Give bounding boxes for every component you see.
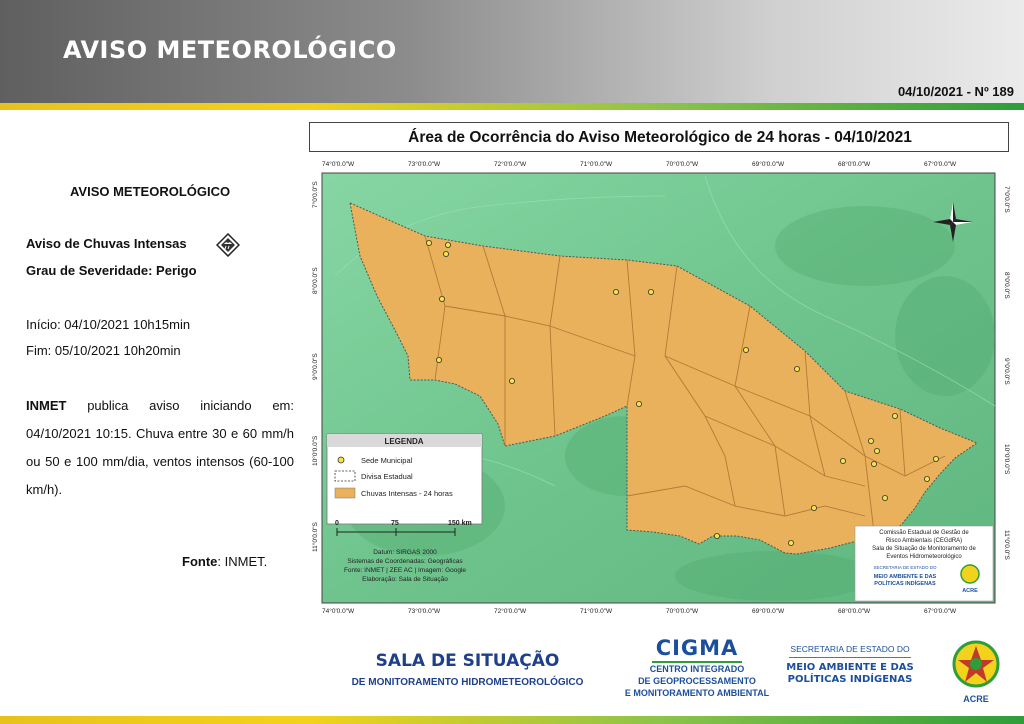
svg-text:Fonte: INMET | ZEE AC | Imagem: Fonte: INMET | ZEE AC | Imagem: Google	[343, 567, 467, 574]
svg-text:67°0'0.0"W: 67°0'0.0"W	[924, 608, 957, 615]
severity-level: Grau de Severidade: Perigo	[26, 263, 197, 278]
legend-item-alert: Chuvas Intensas - 24 horas	[361, 489, 453, 498]
legend-seat-symbol	[338, 457, 344, 463]
map-title: Área de Ocorrência do Aviso Meteorológico de 24 horas - 04/10/2021	[408, 129, 912, 146]
svg-text:71°0'0.0"W: 71°0'0.0"W	[580, 161, 613, 168]
legend-title: LEGENDA	[384, 437, 424, 446]
svg-text:ACRE: ACRE	[962, 588, 978, 594]
acre-coat-of-arms-logo	[948, 636, 1004, 708]
svg-text:8°0'0.0"S: 8°0'0.0"S	[312, 267, 319, 294]
sala-line2: DE MONITORAMENTO HIDROMETEOROLÓGICO	[351, 677, 584, 688]
bulletin-date-number: 04/10/2021 - Nº 189	[897, 84, 1014, 99]
start-time: Início: 04/10/2021 10h15min	[26, 317, 191, 332]
cigma-title: CIGMA	[655, 636, 739, 660]
svg-text:68°0'0.0"W: 68°0'0.0"W	[838, 608, 871, 615]
svg-text:Datum: SIRGAS 2000: Datum: SIRGAS 2000	[373, 549, 437, 556]
svg-text:11°0'0.0"S: 11°0'0.0"S	[312, 522, 319, 552]
svg-text:10°0'0.0"S: 10°0'0.0"S	[1003, 444, 1010, 475]
svg-text:74°0'0.0"W: 74°0'0.0"W	[322, 608, 355, 615]
sema-name	[785, 662, 915, 686]
svg-text:11°0'0.0"S: 11°0'0.0"S	[1003, 530, 1010, 560]
alert-type: Aviso de Chuvas Intensas	[26, 236, 187, 251]
svg-text:68°0'0.0"W: 68°0'0.0"W	[838, 161, 871, 168]
credits-box	[855, 526, 993, 601]
svg-text:Risco Ambientais (CEGdRA): Risco Ambientais (CEGdRA)	[885, 538, 963, 544]
cigma-line-3: E MONITORAMENTO AMBIENTAL	[624, 688, 770, 698]
svg-text:70°0'0.0"W: 70°0'0.0"W	[666, 161, 699, 168]
description-text: publica aviso iniciando em: 04/10/2021 10:15. Chuva entre 30 e 60 mm/h ou 50 e 100 mm/dia, ventos intensos (60-100 km/h).	[26, 398, 294, 497]
sala-de-situacao-logo	[345, 651, 590, 701]
svg-text:69°0'0.0"W: 69°0'0.0"W	[752, 161, 785, 168]
svg-text:8°0'0.0"S: 8°0'0.0"S	[1003, 272, 1010, 299]
svg-text:MEIO AMBIENTE E DAS: MEIO AMBIENTE E DAS	[873, 574, 937, 580]
svg-text:Eventos Hidrometeorológico: Eventos Hidrometeorológico	[886, 554, 962, 560]
svg-text:72°0'0.0"W: 72°0'0.0"W	[494, 608, 527, 615]
svg-text:SECRETARIA DE ESTADO DO: SECRETARIA DE ESTADO DO	[873, 565, 937, 570]
source-line	[182, 554, 267, 569]
legend-border-symbol	[335, 471, 355, 481]
panel-title: AVISO METEOROLÓGICO	[70, 184, 231, 199]
header-stripe	[0, 103, 1024, 110]
svg-text:Elaboração: Sala de Situação: Elaboração: Sala de Situação	[362, 576, 448, 583]
cigma-logo	[622, 636, 772, 702]
svg-text:7°0'0.0"S: 7°0'0.0"S	[312, 181, 319, 208]
svg-text:67°0'0.0"W: 67°0'0.0"W	[924, 161, 957, 168]
svg-text:0: 0	[335, 520, 339, 527]
acre-crest-icon	[948, 636, 1004, 694]
svg-text:Sistemas de Coordenadas: Geogr: Sistemas de Coordenadas: Geográficas	[347, 558, 463, 565]
legend-alert-symbol	[335, 488, 355, 498]
map	[305, 156, 1020, 616]
svg-text:72°0'0.0"W: 72°0'0.0"W	[494, 161, 527, 168]
sema-logo	[785, 644, 915, 694]
header-banner	[0, 0, 1024, 103]
svg-text:Sala de Situação de Monitorame: Sala de Situação de Monitoramento de	[872, 546, 976, 552]
cigma-subtitle	[622, 663, 772, 699]
svg-text:Comissão Estadual de Gestão de: Comissão Estadual de Gestão de	[879, 530, 969, 536]
svg-text:9°0'0.0"S: 9°0'0.0"S	[1003, 358, 1010, 385]
svg-text:74°0'0.0"W: 74°0'0.0"W	[322, 161, 355, 168]
svg-text:10°0'0.0"S: 10°0'0.0"S	[312, 435, 319, 466]
warning-diamond-icon	[216, 233, 240, 257]
cigma-line-2: DE GEOPROCESSAMENTO	[638, 676, 756, 686]
svg-text:150 km: 150 km	[448, 520, 472, 527]
map-title-box	[309, 122, 1009, 152]
sema-line3: POLÍTICAS INDÍGENAS	[787, 674, 913, 685]
sala-line1: SALA DE SITUAÇÃO	[375, 651, 560, 671]
acre-seal-icon	[961, 565, 979, 583]
svg-text:73°0'0.0"W: 73°0'0.0"W	[408, 608, 441, 615]
svg-text:69°0'0.0"W: 69°0'0.0"W	[752, 608, 785, 615]
map-legend	[327, 434, 482, 524]
source-label: Fonte	[182, 554, 218, 569]
source-value: : INMET.	[217, 554, 268, 569]
svg-text:70°0'0.0"W: 70°0'0.0"W	[666, 608, 699, 615]
svg-text:POLÍTICAS INDÍGENAS: POLÍTICAS INDÍGENAS	[874, 581, 936, 587]
svg-text:75: 75	[391, 520, 399, 527]
svg-text:7°0'0.0"S: 7°0'0.0"S	[1003, 186, 1010, 213]
legend-item-seat: Sede Municipal	[361, 456, 413, 465]
sema-line2: MEIO AMBIENTE E DAS	[786, 662, 914, 673]
end-time: Fim: 05/10/2021 10h20min	[26, 343, 181, 358]
footer-stripe	[0, 716, 1024, 724]
svg-text:71°0'0.0"W: 71°0'0.0"W	[580, 608, 613, 615]
header-title: AVISO METEOROLÓGICO	[63, 36, 397, 64]
legend-item-border: Divisa Estadual	[361, 472, 413, 481]
acre-label: ACRE	[963, 694, 989, 704]
source-org: INMET	[26, 398, 67, 413]
svg-text:73°0'0.0"W: 73°0'0.0"W	[408, 161, 441, 168]
sema-line1: SECRETARIA DE ESTADO DO	[790, 644, 910, 654]
cigma-line-1: CENTRO INTEGRADO	[649, 664, 745, 674]
sema-divider	[789, 657, 911, 658]
svg-text:9°0'0.0"S: 9°0'0.0"S	[312, 353, 319, 380]
alert-description	[26, 392, 294, 504]
